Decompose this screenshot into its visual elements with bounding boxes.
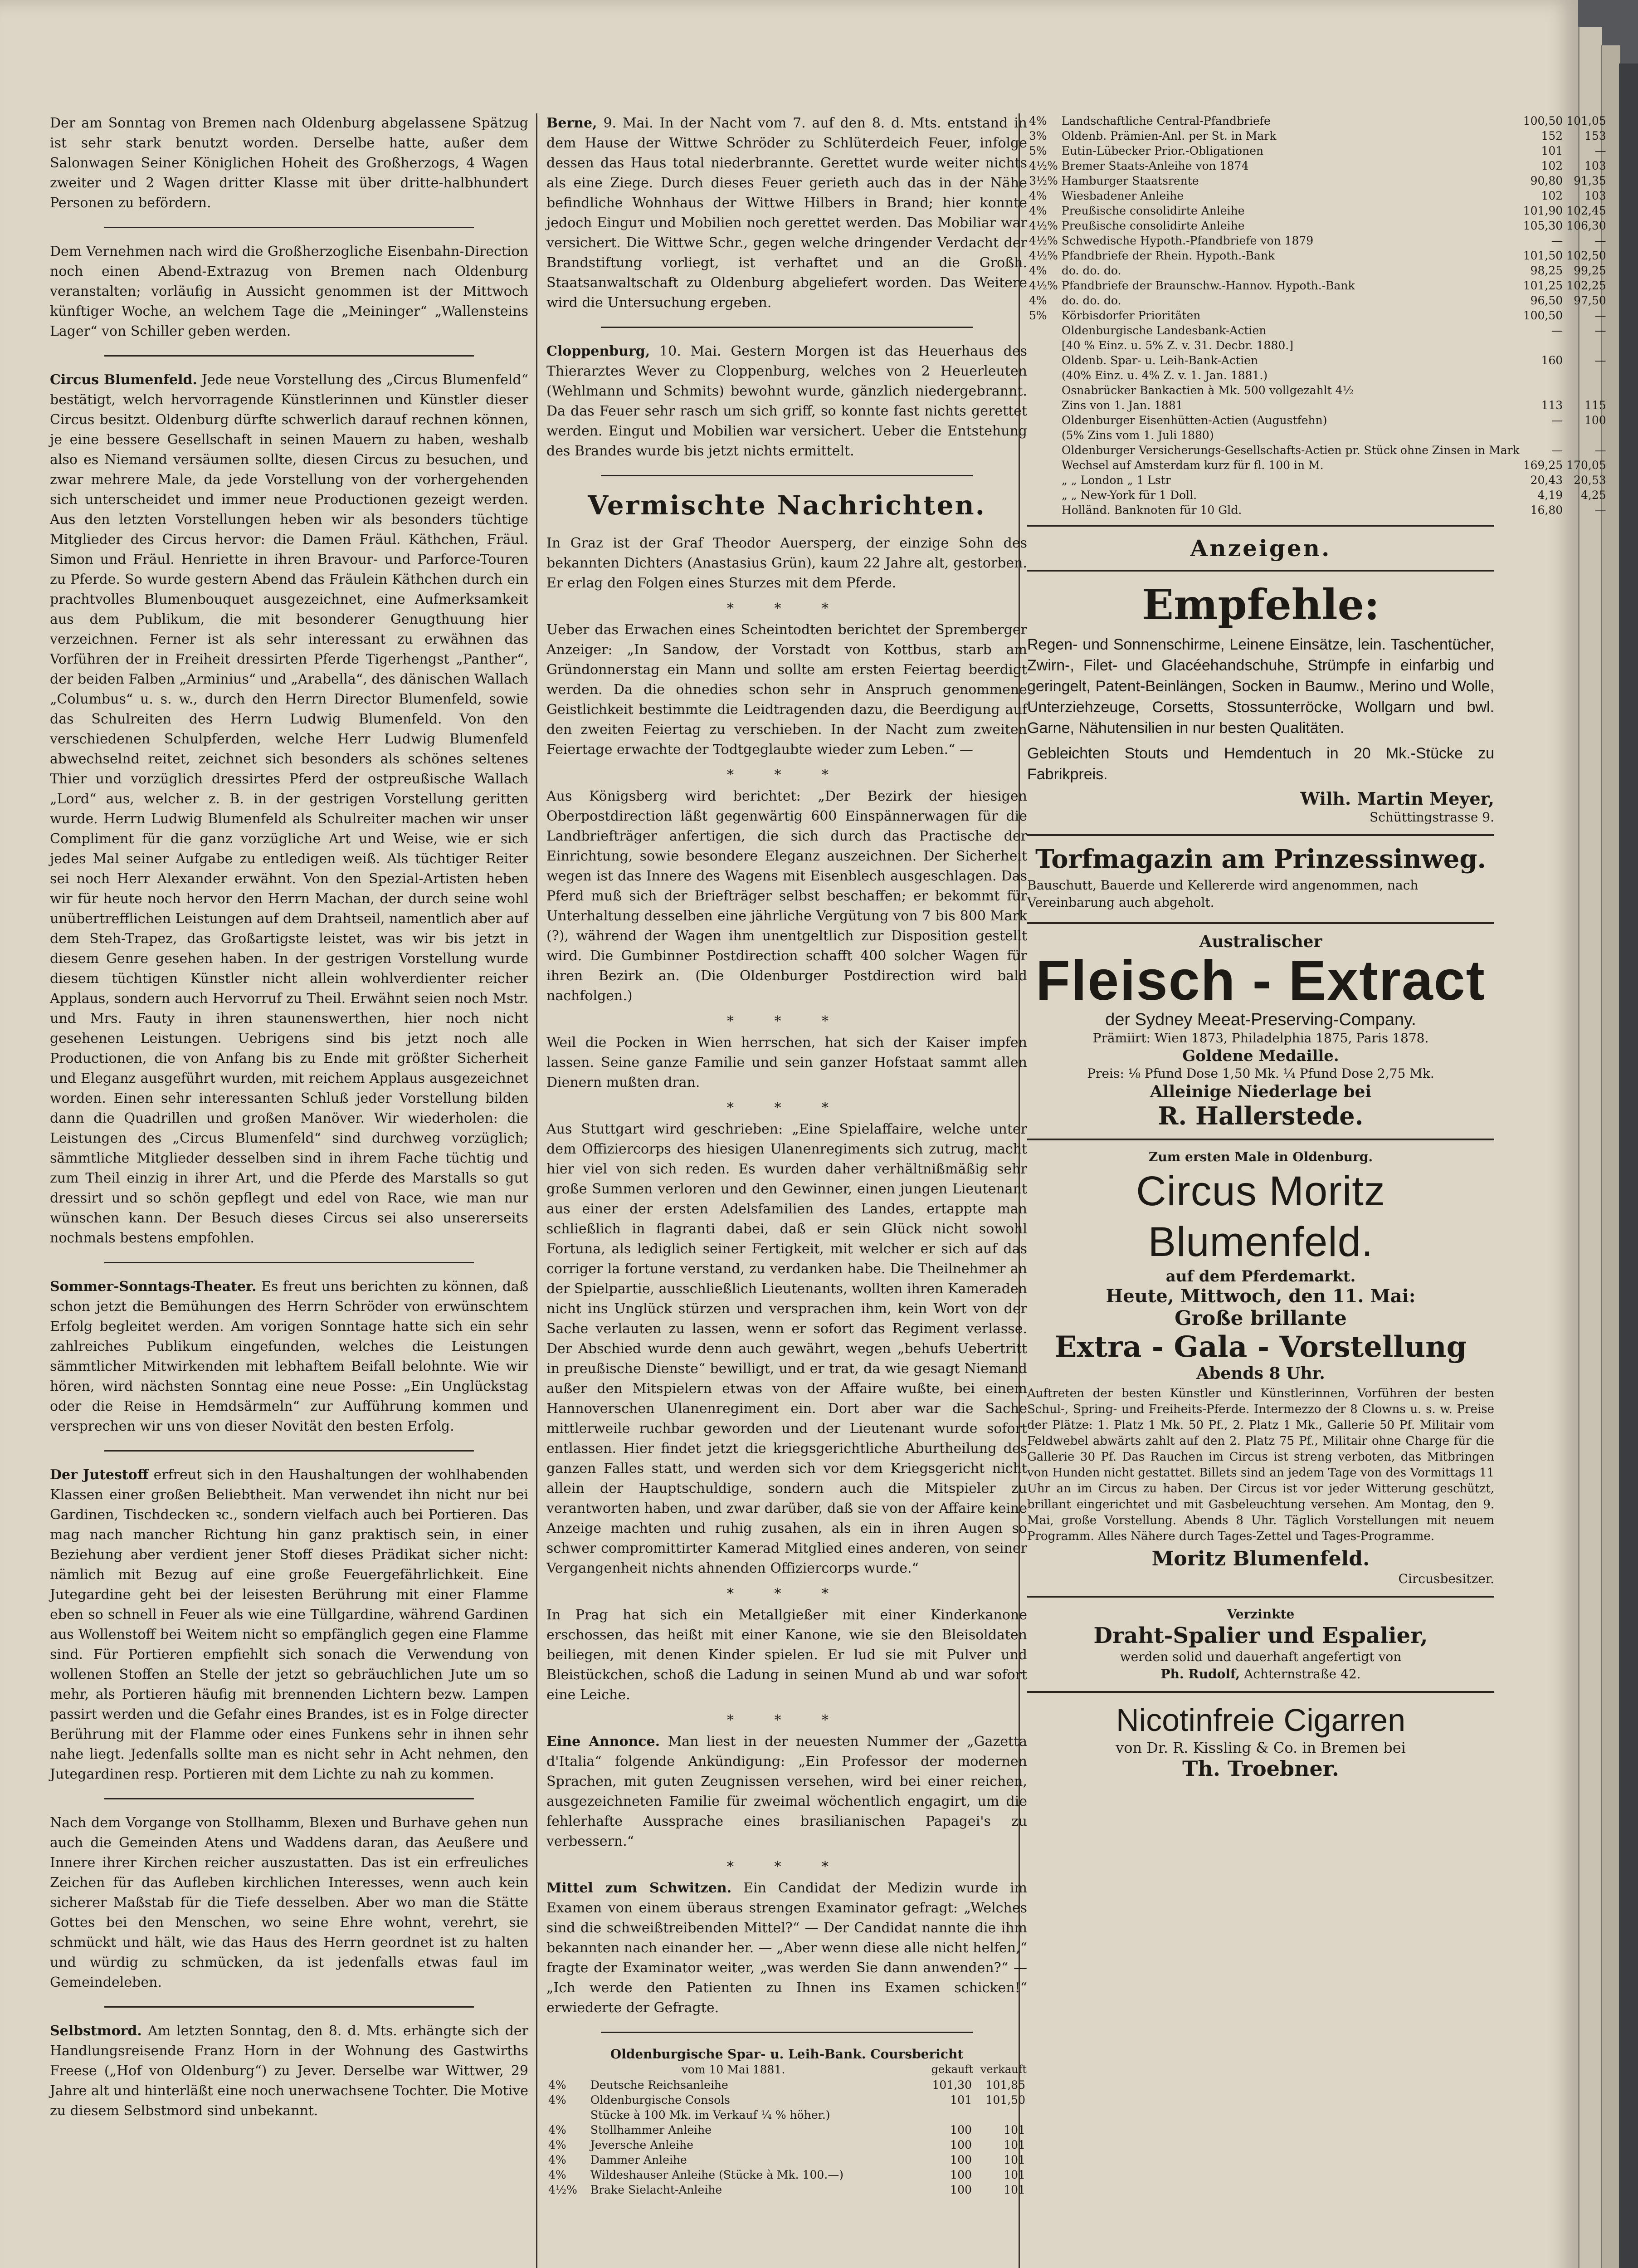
- article-text: Der am Sonntag von Bremen nach Oldenburg abgelassene Spätzug ist sehr stark benutzt worden. Derselbe hatte, außer dem Salonwagen Seiner Königlichen Hoheit des Großherzogs, 4 Wagen zweiter und 2 Wagen dritter Klasse mit über dritte-halbhundert Personen zu befördern.: [50, 115, 528, 211]
- quote-buy: 16,80: [1530, 503, 1563, 517]
- quote-name: do. do. do.: [1061, 294, 1121, 307]
- quote-sell: 101,85: [985, 2078, 1025, 2092]
- article-divider: [104, 1262, 474, 1263]
- quote-buy: [1521, 383, 1565, 398]
- ad-circus-pre: Zum ersten Male in Oldenburg.: [1148, 1149, 1373, 1164]
- quote-buy: [1521, 338, 1565, 353]
- quote-buy: —: [1551, 234, 1563, 247]
- article-text: 9. Mai. In der Nacht vom 7. auf den 8. d. Mts. entstand in dem Hause der Wittwe Schröder zu Schlüterdeich Feuer, infolge dessen das Haus total niederbrannte. Gerettet wurde weiter nichts als eine Ziege. Durch dieses Feuer gerieth auch das in der Nähe befindliche Wohnhaus der Wittwe Hilbers in Brand; hier konnte jedoch Einguт und Mobilien noch gerettet werden. Das Mobiliar war versichert. Die Wittwe Schr., gegen welche dringender Verdacht der Brandstiftung vorliegt, ist verhaftet und an die Großh. Staatsanwaltschaft zu Oldenburg abgeliefert worden. Das Weitere wird die Untersuchung ergeben.: [546, 115, 1027, 311]
- article-divider: [104, 2006, 474, 2008]
- quote-rate: 4½%: [1029, 219, 1058, 232]
- quote-row: [1027, 368, 1608, 383]
- asterism: * * *: [726, 601, 847, 616]
- quote-sell: 102,50: [1566, 249, 1606, 262]
- quote-row: [1027, 113, 1608, 128]
- quote-name: Schwedische Hypoth.-Pfandbriefe von 1879: [1061, 234, 1314, 247]
- quote-sell: [1565, 383, 1608, 398]
- quote-sell: —: [1594, 234, 1606, 247]
- ad-circus: [1027, 1139, 1494, 1596]
- quote-sell: 153: [1584, 129, 1606, 142]
- section-heading: Vermischte Nachrichten.: [588, 490, 986, 521]
- quote-rate: [1027, 398, 1060, 413]
- quote-rate: 4%: [548, 2123, 566, 2136]
- article: [50, 370, 528, 1248]
- ad-fleisch-company: der Sydney Meeat-Preserving-Company.: [1105, 1010, 1416, 1029]
- ad-cigarren: [1027, 1691, 1494, 1789]
- quote-row: [1027, 158, 1608, 173]
- quote-rate: [1027, 368, 1060, 383]
- quote-sell: [974, 2107, 1027, 2122]
- quote-rate: 4%: [1029, 204, 1047, 217]
- quote-row: [1027, 143, 1608, 158]
- article: [546, 1033, 1027, 1093]
- quote-rate: 3%: [1029, 129, 1047, 142]
- quote-name: Oldenburger Eisenhütten-Actien (Augustfehn): [1061, 414, 1327, 427]
- quote-row: [1027, 293, 1608, 308]
- quote-sell: 101,50: [985, 2093, 1025, 2107]
- quote-sell: [1565, 368, 1608, 383]
- article-divider: [104, 1450, 474, 1452]
- quote-name: Oldenburgische Consols: [590, 2093, 730, 2107]
- quote-buy: —: [1551, 444, 1563, 457]
- ad-fleisch-pre: Australischer: [1199, 932, 1322, 951]
- quote-buy: 96,50: [1530, 294, 1563, 307]
- quote-buy: 100: [950, 2168, 972, 2181]
- section-divider: [601, 475, 973, 476]
- column-local-news: [50, 113, 528, 2268]
- quote-rate: 4%: [1029, 294, 1047, 307]
- quote-sell: —: [1594, 444, 1606, 457]
- course-rows: [1027, 113, 1608, 518]
- article-lead: Sommer-Sonntags-Theater.: [50, 1279, 257, 1295]
- quote-rate: [1027, 353, 1060, 368]
- quote-sell: 97,50: [1574, 294, 1606, 307]
- article-lead: Berne,: [546, 115, 597, 131]
- quote-name: (5% Zins vom 1. Juli 1880): [1061, 429, 1214, 442]
- ad-meyer-address: Schüttingstrasse 9.: [1370, 810, 1494, 825]
- article-text: In Graz ist der Graf Theodor Auersperg, der einzige Sohn des bekannten Dichters (Anastasius Grün), kaum 22 Jahre alt, gestorben. Er erlag den Folgen eines Sturzes mit dem Pferde.: [546, 535, 1027, 591]
- regional-articles: [546, 113, 1027, 461]
- article-text: Es freut uns berichten zu können, daß schon jetzt die Bemühungen des Herrn Schröder von erwünschtem Erfolg begleitet werden. Am vorigen Sonntage hatte sich ein sehr zahlreiches Publikum eingefunden, welches die Leistungen sämmtlicher Mitwirkenden mit lebhaftem Beifall belohnte. Wie wir hören, wird nächsten Sonntag eine neue Posse: „Ein Unglückstag oder die Reise in Hemdsärmeln“ zur Aufführung kommen und versprechen wir uns von dieser Novität den besten Erfolg.: [50, 1279, 528, 1434]
- quote-buy: 100,50: [1523, 309, 1563, 322]
- quote-rate: 3½%: [1029, 174, 1058, 187]
- header-bought: gekauft: [931, 2063, 973, 2076]
- quote-row: [546, 2077, 1027, 2092]
- quote-sell: 102,45: [1566, 204, 1606, 217]
- quote-sell: 115: [1584, 399, 1606, 412]
- article-text: Ueber das Erwachen eines Scheintodten berichtet der Spremberger Anzeiger: „In Sandow, der Vorstadt von Kottbus, starb am Gründonnerstag ein Mann und sollte am ersten Feiertag beerdigt werden. Da die ohnedies schon sehr in Anspruch genommene Geistlichkeit bestimmte die Leidtragenden dazu, die Beerdigung auf den zweiten Feiertag zu verschieben. In der Nacht zum zweiten Feiertage erwachte der Todtgeglaubte wieder zum Leben.“ —: [546, 622, 1027, 758]
- asterism: * * *: [726, 1100, 847, 1116]
- quote-row: [1027, 503, 1608, 518]
- ad-draht: [1027, 1596, 1494, 1691]
- quote-rate: [1027, 383, 1060, 398]
- quote-rate: 4%: [1029, 114, 1047, 127]
- quote-buy: 20,43: [1530, 474, 1563, 487]
- quote-sell: [1565, 428, 1608, 443]
- quote-name: Pfandbriefe der Rhein. Hypoth.-Bank: [1061, 249, 1275, 262]
- quote-buy: 102: [1541, 159, 1563, 172]
- quote-name: (40% Einz. u. 4% Z. v. 1. Jan. 1881.): [1061, 369, 1268, 382]
- article-lead: Mittel zum Schwitzen.: [546, 1880, 732, 1896]
- quote-sell: 170,05: [1566, 459, 1606, 472]
- quote-sell: 4,25: [1581, 489, 1606, 502]
- quote-name: Dammer Anleihe: [590, 2153, 687, 2166]
- article: [546, 1119, 1027, 1579]
- quote-buy: [1521, 368, 1565, 383]
- quote-buy: 101: [950, 2093, 972, 2107]
- quote-buy: [920, 2107, 974, 2122]
- quote-buy: [1521, 428, 1565, 443]
- ad-circus-gala: Extra - Gala - Vorstellung: [1054, 1330, 1467, 1364]
- ad-circus-signature: Moritz Blumenfeld.: [1151, 1547, 1370, 1570]
- ads-heading-box: [1027, 525, 1494, 570]
- article-divider: [104, 355, 474, 357]
- quote-row: [1027, 353, 1608, 368]
- course-table: [1027, 113, 1608, 518]
- quote-name: Eutin-Lübecker Prior.-Obligationen: [1061, 144, 1264, 157]
- quote-rate: [1027, 338, 1060, 353]
- ad-draht-name: Ph. Rudolf,: [1160, 1667, 1240, 1681]
- article-divider: [104, 227, 474, 228]
- quote-sell: 103: [1584, 189, 1606, 202]
- quote-name: Oldenburger Versicherungs-Gesellschafts-Actien pr. Stück ohne Zinsen in Mark: [1061, 444, 1520, 457]
- quote-rate: 4%: [548, 2078, 566, 2092]
- quote-name: Hamburger Staatsrente: [1061, 174, 1199, 187]
- quote-row: [1027, 263, 1608, 278]
- quote-buy: 100: [950, 2183, 972, 2196]
- ad-circus-place: auf dem Pferdemarkt.: [1165, 1267, 1356, 1286]
- quote-buy: —: [1551, 414, 1563, 427]
- quote-sell: 106,30: [1566, 219, 1606, 232]
- quote-sell: —: [1594, 324, 1606, 337]
- quote-rate: 4½%: [1029, 279, 1058, 292]
- quote-row: [1027, 428, 1608, 443]
- quote-buy: 101,90: [1523, 204, 1563, 217]
- ad-circus-time: Abends 8 Uhr.: [1196, 1364, 1325, 1383]
- ad-meyer-headline: Empfehle:: [1141, 580, 1380, 629]
- quote-buy: 100: [950, 2153, 972, 2166]
- article: [546, 620, 1027, 760]
- ad-draht-pre: Verzinkte: [1227, 1607, 1295, 1622]
- article: [50, 1277, 528, 1437]
- quote-buy: 100: [950, 2123, 972, 2136]
- ad-torf-headline: Torfmagazin am Prinzessinweg.: [1035, 844, 1487, 874]
- sparbank-title: Oldenburgische Spar- u. Leih-Bank. Coursbericht: [610, 2047, 964, 2062]
- quote-row: [1027, 338, 1608, 353]
- quote-row: [546, 2107, 1027, 2122]
- quote-row: [1027, 398, 1608, 413]
- ad-meyer: [1027, 570, 1494, 834]
- quote-rate: [1027, 458, 1060, 473]
- quote-row: [1027, 278, 1608, 293]
- quote-row: [1027, 488, 1608, 503]
- quote-row: [1027, 473, 1608, 488]
- ad-cigarren-seller: Th. Troebner.: [1182, 1756, 1339, 1781]
- article-text: Weil die Pocken in Wien herrschen, hat sich der Kaiser impfen lassen. Seine ganze Familie und sein ganzer Hofstaat sammt allen Dienern mußten dran.: [546, 1035, 1027, 1090]
- quote-sell: —: [1594, 144, 1606, 157]
- quote-rate: [546, 2107, 589, 2122]
- quote-row: [1027, 188, 1608, 203]
- article-text: Am letzten Sonntag, den 8. d. Mts. erhängte sich der Handlungsreisende Franz Horn in der Wohnung des Gastwirths Freese („Hof von Oldenburg“) zu Jever. Derselbe war Wittwer, 29 Jahre alt und hinterläßt eine noch unerwachsene Tochter. Die Motive zu diesem Selbstmord sind unbekannt.: [50, 2023, 528, 2119]
- quote-buy: 98,25: [1530, 264, 1563, 277]
- quote-sell: 101: [1004, 2168, 1025, 2181]
- article: [546, 342, 1027, 461]
- quote-rate: 4%: [548, 2093, 566, 2107]
- quote-sell: 102,25: [1566, 279, 1606, 292]
- article: [546, 1732, 1027, 1852]
- quote-name: Oldenb. Prämien-Anl. per St. in Mark: [1061, 129, 1277, 142]
- quote-name: Zins von 1. Jan. 1881: [1061, 399, 1183, 412]
- date-cell: vom 10 Mai 1881.: [681, 2063, 785, 2076]
- article-text: erfreut sich in den Haushaltungen der wohlhabenden Klassen einer großen Beliebtheit. Man verwendet ihn nicht nur bei Gardinen, Tischdecken ꝛc., sondern vielfach auch bei Portieren. Das mag nach mancher Richtung hin ganz praktisch sein, in einer Beziehung aber verdient jener Stoff dieses Prädikat sicher nicht: nämlich mit Bezug auf eine große Feuergefährlichkeit. Eine Jutegardine geht bei der leisesten Berührung mit einer Flamme eben so schnell in Feuer als wie eine Tüllgardine, während Gardinen aus Wollenstoff bei Weitem nicht so empfänglich gegen eine Flamme sind. Für Portieren empfiehlt sich sonach die Verwendung von wollenen Stoffen an Stelle der jetzt so gebräuchlichen Jute um so mehr, als Portieren häufig mit brennenden Lichtern bezw. Lampen passirt werden und die Gefahr eines Brandes, ist es in Folge directer Berührung mit der Flamme oder eines Funkens sehr in ihnen sehr nahe liegt. Jedenfalls sollte man es nicht sehr in Acht nehmen, den Jutegardinen resp. Portieren mit dem Lichte zu nah zu kommen.: [50, 1467, 528, 1782]
- article: [50, 1813, 528, 1993]
- quote-name: Holländ. Banknoten für 10 Gld.: [1061, 503, 1242, 517]
- ad-fleisch-medal: Goldene Medaille.: [1182, 1047, 1339, 1065]
- section-divider: [601, 2032, 973, 2033]
- quote-name: Jeversche Anleihe: [590, 2138, 694, 2151]
- quote-rate: 4%: [1029, 189, 1047, 202]
- quote-sell: —: [1594, 309, 1606, 322]
- quote-row: [1027, 173, 1608, 188]
- quote-rate: [1027, 443, 1060, 458]
- quote-sell: 101: [1004, 2138, 1025, 2151]
- header-sold: verkauft: [980, 2063, 1027, 2076]
- quote-sell: 101: [1004, 2123, 1025, 2136]
- quote-row: [546, 2152, 1027, 2167]
- article: [546, 1878, 1027, 2018]
- quote-row: [1027, 128, 1608, 143]
- article-text: In Prag hat sich ein Metallgießer mit einer Kinderkanone erschossen, das heißt mit einer Kanone, wie sie den Bleisoldaten beiliegen, mit denen Kinder spielen. Er lud sie mit Pulver und Bleistückchen, schoß die Ladung in seinen Mund ab und war sofort eine Leiche.: [546, 1607, 1027, 1703]
- quote-name: Preußische consolidirte Anleihe: [1061, 204, 1245, 217]
- ad-circus-sub: Große brillante: [1175, 1307, 1347, 1330]
- article-divider: [601, 327, 973, 328]
- quote-rate: [1027, 323, 1060, 338]
- asterism: * * *: [726, 767, 847, 783]
- quote-rate: 4%: [548, 2138, 566, 2151]
- quote-row: [1027, 458, 1608, 473]
- quote-sell: 100: [1584, 414, 1606, 427]
- quote-row: [1027, 248, 1608, 263]
- article: [50, 113, 528, 213]
- quote-name: Osnabrücker Bankactien à Mk. 500 vollgezahlt 4½: [1061, 384, 1354, 397]
- quote-sell: —: [1594, 354, 1606, 367]
- quote-row: [546, 2137, 1027, 2152]
- article-divider: [104, 1798, 474, 1799]
- article-text: Aus Königsberg wird berichtet: „Der Bezirk der hiesigen Oberpostdirection läßt gegenwärtig 600 Einspännerwagen für die Landbriefträger anfertigen, die sich durch das Practische der Einrichtung, sowie besondere Eleganz auszeichnen. Der Sicherheit wegen ist das Innere des Wagens mit Eisenblech ausgeschlagen. Das Pferd muß sich der Briefträger selbst beschaffen; er bekommt für Unterhaltung desselben eine jährliche Vergütung von 7 bis 800 Mark (?), während der Wagen ihm unentgeltlich zur Disposition gestellt wird. Die Gumbinner Postdirection schafft 400 solcher Wagen für ihren Bezirk an. (Die Oldenburger Postdirection wird bald nachfolgen.): [546, 788, 1027, 1004]
- quote-buy: 101: [1541, 144, 1563, 157]
- ad-fleisch-price: Preis: ⅛ Pfund Dose 1,50 Mk. ¼ Pfund Dose 2,75 Mk.: [1087, 1066, 1434, 1081]
- quote-name: Deutsche Reichsanleihe: [590, 2078, 728, 2092]
- quote-name: „ „ London „ 1 Lstr: [1061, 474, 1171, 487]
- ad-circus-body: Auftreten der besten Künstler und Künstlerinnen, Vorführen der besten Schul-, Spring- und Freiheits-Pferde. Intermezzo der 8 Clowns u. s. w. Preise der Plätze: 1. Platz 1 Mk. 50 Pf., 2. Platz 1 Mk., Gallerie 50 Pf. Militair vom Feldwebel abwärts zahlt auf den 2. Platz 75 Pf., Militair ohne Charge für die Gallerie 30 Pf. Das Rauchen im Circus ist streng verboten, das Mitbringen von Hunden nicht gestattet. Billets sind an jedem Tage von des Vormittags 11 Uhr an im Circus zu haben. Der Circus ist vor jeder Witterung geschützt, brillant eingerichtet und mit Gasbeleuchtung versehen. Am Montag, den 9. Mai, große Vorstellung. Abends 8 Uhr. Täglich Vorstellungen mit neuem Programm. Alles Nähere durch Tages-Zettel und Tages-Programme.: [1027, 1387, 1494, 1543]
- quote-buy: 113: [1541, 399, 1563, 412]
- quote-buy: 152: [1541, 129, 1563, 142]
- quote-buy: 101,25: [1523, 279, 1563, 292]
- quote-name: Körbisdorfer Prioritäten: [1061, 309, 1201, 322]
- quote-rate: [1027, 503, 1060, 518]
- quote-name: Stollhammer Anleihe: [590, 2123, 712, 2136]
- asterism: * * *: [726, 1586, 847, 1602]
- article-lead: Cloppenburg,: [546, 343, 650, 359]
- quote-sell: 20,53: [1574, 474, 1606, 487]
- quote-name: Pfandbriefe der Braunschw.-Hannov. Hypoth.-Bank: [1061, 279, 1355, 292]
- quote-rate: [1027, 413, 1060, 428]
- article-text: Ein Candidat der Medizin wurde im Examen von einem überaus strengen Examinator gefragt: „Welches sind die schweißtreibenden Mittel?“ — Der Candidat nannte die ihm bekannten nach einander her. — „Aber wenn diese alle nicht helfen,“ fragte der Examinator weiter, „was werden Sie dann anwenden?“ — „Ich werde den Patienten zu Ihnen ins Examen schicken!“ erwiederte der Gefragte.: [546, 1880, 1028, 2016]
- ad-circus-headline: Circus Moritz Blumenfeld.: [1136, 1168, 1385, 1265]
- ads-heading: Anzeigen.: [1190, 535, 1331, 562]
- ad-meyer-body: Regen- und Sonnenschirme, Leinene Einsätze, lein. Taschentücher, Zwirn-, Filet- und Glacéehandschuhe, Strümpfe in einfarbig und geringelt, Patent-Beinlängen, Socken in Baumw., Merino und Wolle, Unterziehzeuge, Corsetts, Stossunterröcke, Wollgarn und bwl. Garne, Nähutensilien in nur besten Qualitäten.: [1027, 636, 1494, 737]
- article-lead: Circus Blumenfeld.: [50, 372, 197, 388]
- quote-name: Oldenb. Spar- u. Leih-Bank-Actien: [1061, 354, 1258, 367]
- quote-row: [546, 2182, 1027, 2197]
- ad-draht-body: werden solid und dauerhaft angefertigt von: [1120, 1649, 1402, 1664]
- ad-circus-role: Circusbesitzer.: [1398, 1571, 1494, 1586]
- quote-buy: —: [1551, 324, 1563, 337]
- ad-draht-address: Achternstraße 42.: [1243, 1667, 1361, 1681]
- quote-row: [1027, 218, 1608, 233]
- article-lead: Eine Annonce.: [546, 1734, 660, 1750]
- ad-circus-date: Heute, Mittwoch, den 11. Mai:: [1106, 1286, 1416, 1307]
- ad-fleisch-seller: R. Hallerstede.: [1158, 1101, 1364, 1130]
- column-rule: [536, 113, 537, 2268]
- quote-name: do. do. do.: [1061, 264, 1121, 277]
- quote-sell: 99,25: [1574, 264, 1606, 277]
- article-text: Man liest in der neuesten Nummer der „Gazetta d'Italia“ folgende Ankündigung: „Ein Professor der modernen Sprachen, mit guten Zeugnissen versehen, wird bei einer reichen, ausgezeichneten Familie für zweimal wöchentlich engagirt, um die fehlerhafte Aussprache eines brasilianischen Papagei's zu verbessern.“: [546, 1734, 1027, 1849]
- quote-name: Wildeshauser Anleihe (Stücke à Mk. 100.—): [590, 2168, 843, 2181]
- quote-sell: —: [1594, 503, 1606, 517]
- quote-buy: 101,50: [1523, 249, 1563, 262]
- article-text: Dem Vernehmen nach wird die Großherzogliche Eisenbahn-Direction noch einen Abend-Extrazug von Bremen nach Oldenburg veranstalten; vorläufig in Aussicht genommen ist der Mittwoch künftiger Woche, an welchem Tage die „Meininger“ „Wallensteins Lager“ von Schiller geben werden.: [50, 244, 528, 339]
- quote-row: [1027, 443, 1608, 458]
- quote-row: [546, 2092, 1027, 2107]
- article: [546, 113, 1027, 313]
- quote-row: [1027, 413, 1608, 428]
- article: [546, 787, 1027, 1006]
- quote-buy: 100: [950, 2138, 972, 2151]
- quote-buy: 90,80: [1530, 174, 1563, 187]
- ad-fleisch-sole: Alleinige Niederlage bei: [1150, 1082, 1372, 1101]
- quote-rate: 4%: [548, 2168, 566, 2181]
- quote-rate: [1027, 473, 1060, 488]
- ad-torf: [1027, 834, 1494, 922]
- quote-buy: 169,25: [1523, 459, 1563, 472]
- asterism: * * *: [726, 1859, 847, 1875]
- quote-rate: 4½%: [1029, 234, 1058, 247]
- quote-name: Landschaftliche Central-Pfandbriefe: [1061, 114, 1271, 127]
- quote-row: [1027, 233, 1608, 248]
- quote-sell: 103: [1584, 159, 1606, 172]
- quote-rate: 4½%: [1029, 159, 1058, 172]
- asterism: * * *: [726, 1013, 847, 1029]
- ad-cigarren-headline: Nicotinfreie Cigarren: [1116, 1702, 1406, 1738]
- quote-name: Stücke à 100 Mk. im Verkauf ¼ % höher.): [590, 2108, 830, 2121]
- quote-rate: 5%: [1029, 144, 1047, 157]
- quote-buy: 102: [1541, 189, 1563, 202]
- quote-row: [1027, 308, 1608, 323]
- quote-name: Preußische consolidirte Anleihe: [1061, 219, 1245, 232]
- quote-buy: 160: [1541, 354, 1563, 367]
- quote-rate: [1027, 488, 1060, 503]
- ad-torf-body: Bauschutt, Bauerde und Kellererde wird angenommen, nach Vereinbarung auch abgeholt.: [1027, 878, 1419, 910]
- article-text: 10. Mai. Gestern Morgen ist das Heuerhaus des Thierarztes Wever zu Cloppenburg, welches von 2 Heuerleuten (Wehlmann und Schmits) bewohnt wurde, gänzlich niedergebrannt. Da das Feuer sehr rasch um sich griff, so konnte fast nichts gerettet werden. Eingut und Mobilien war versichert. Ueber die Entstehung des Brandes wurde bis jetzt nichts ermittelt.: [546, 343, 1027, 459]
- ad-draht-headline: Draht-Spalier und Espalier,: [1093, 1623, 1428, 1648]
- quote-name: „ „ New-York für 1 Doll.: [1061, 489, 1197, 502]
- quote-name: Wechsel auf Amsterdam kurz für fl. 100 in M.: [1061, 459, 1324, 472]
- quote-rate: 4%: [548, 2153, 566, 2166]
- quote-rate: 4½%: [548, 2183, 577, 2196]
- page-edge: [1619, 64, 1638, 2268]
- ad-fleisch: [1027, 922, 1494, 1139]
- quote-buy: 4,19: [1537, 489, 1563, 502]
- quote-rate: [1027, 428, 1060, 443]
- quote-name: [40 % Einz. u. 5% Z. v. 31. Decbr. 1880.]: [1061, 339, 1293, 352]
- quote-name: Brake Sielacht-Anleihe: [590, 2183, 722, 2196]
- column-markets-ads: [1027, 113, 1606, 2268]
- article-lead: Selbstmord.: [50, 2023, 142, 2039]
- quote-sell: 101: [1004, 2153, 1025, 2166]
- ad-meyer-body2: Gebleichten Stouts und Hemdentuch in 20 Mk.-Stücke zu Fabrikpreis.: [1027, 745, 1494, 783]
- article: [50, 242, 528, 342]
- quote-rate: 5%: [1029, 309, 1047, 322]
- ad-fleisch-awards: Prämiirt: Wien 1873, Philadelphia 1875, Paris 1878.: [1092, 1031, 1429, 1046]
- quote-sell: 101,05: [1566, 114, 1606, 127]
- quote-name: Bremer Staats-Anleihe von 1874: [1061, 159, 1249, 172]
- quote-sell: 101: [1004, 2183, 1025, 2196]
- quote-row: [546, 2167, 1027, 2182]
- asterism: * * *: [726, 1712, 847, 1728]
- quote-buy: 105,30: [1523, 219, 1563, 232]
- miscellaneous-articles: [546, 533, 1027, 2018]
- quote-row: [1027, 383, 1608, 398]
- ad-cigarren-body: von Dr. R. Kissling & Co. in Bremen bei: [1116, 1739, 1406, 1756]
- quote-name: Oldenburgische Landesbank-Actien: [1061, 324, 1267, 337]
- quote-row: [546, 2122, 1027, 2137]
- article: [546, 1605, 1027, 1705]
- quote-buy: 100,50: [1523, 114, 1563, 127]
- sparbank-table: [546, 2062, 1027, 2197]
- quote-sell: [1565, 338, 1608, 353]
- quote-row: [1027, 323, 1608, 338]
- quote-sell: 91,35: [1574, 174, 1606, 187]
- article: [546, 533, 1027, 593]
- ad-meyer-name: Wilh. Martin Meyer,: [1300, 788, 1494, 809]
- article-text: Aus Stuttgart wird geschrieben: „Eine Spielaffaire, welche unter dem Offiziercorps des hiesigen Ulanenregiments sich zutrug, macht hier viel von sich reden. Es wurden daher verhältnißmäßig sehr große Summen verloren und den Gewinner, einen jungen Lieutenant aus einer der ersten Adelsfamilien des Landes, ertappte man schließlich in flagranti dabei, daß er sein Glück nicht sowohl Fortuna, als lediglich seiner Fertigkeit, mit welcher er sich auf das corriger la fortune verstand, zu verdanken habe. Die Theilnehmer an der Spielpartie, ausschließlich Lieutenants, wollten ihren Kameraden nicht ins Unglück stürzen und versprachen ihm, kein Wort von der Sache verlauten zu lassen, wenn er sofort das Regiment verlasse. Der Abschied wurde denn auch gewährt, wegen „behufs Uebertritt in preußische Dienste“ bewilligt, und er trat, da wie gesagt Niemand außer den Mitspielern etwas von der Affaire wußte, bei einem Hannoverschen Ulanenregiment ein. Dort aber war die Sache mittlerweile ruchbar geworden und der Lieutenant wurde sofort entlassen. Hier findet jetzt die kriegsgerichtliche Aburtheilung des ganzen Falles statt, und werden sich vor dem Kriegsgericht nicht allein der Hauptschuldige, sondern auch die Mitspieler zu verantworten haben, und zwar darüber, daß sie von der Affaire keine Anzeige machten und ruhig zusahen, als ein in ihren Augen so schwer compromittirter Kamerad Mitglied eines anderen, von seiner Vergangenheit nichts ahnenden Offiziercorps wurde.“: [546, 1121, 1027, 1576]
- article-text: Nach dem Vorgange von Stollhamm, Blexen und Burhave gehen nun auch die Gemeinden Atens und Waddens daran, das Aeußere und Innere ihrer Kirchen reicher auszustatten. Das ist ein erfreuliches Zeichen für das Aufleben kirchlichen Interesses, wenn auch kein sicherer Maßstab für die Tiefe desselben. Aber wo man die Stätte Gottes bei den Menschen, wo seine Ehre wohnt, verehrt, sie schmückt und hält, wie das Haus des Herrn geordnet ist zu halten und würdig zu schmücken, da ist jedenfalls etwas faul im Gemeindeleben.: [50, 1815, 528, 1990]
- article-text: Jede neue Vorstellung des „Circus Blumenfeld“ bestätigt, welch hervorragende Künstlerinnen und Künstler dieser Circus besitzt. Oldenburg dürfte schwerlich darauf rechnen können, je eine bessere Gesellschaft in seinen Mauern zu haben, weshalb also es Niemand versäumen sollte, diesen Circus zu besuchen, und zwar mehrere Male, da jede Vorstellung von der vorhergehenden sich unterscheidet und immer neue Productionen gezeigt werden. Aus den letzten Vorstellungen heben wir als besonders tüchtige Mitglieder des Circus hervor: die Damen Fräul. Käthchen, Fräul. Simon und Fräul. Henriette in ihren Bravour- und Parforce-Touren zu Pferde. So wurde gestern Abend das Fräulein Käthchen durch ein prachtvolles Blumenbouquet ausgezeichnet, eine Aufmerksamkeit aus dem Publikum, die mit besonderer Genugthuung hier verzeichnen. Ferner ist als sehr interessant zu erwähnen das Vorführen der in Freiheit dressirten Pferde Tigerhengst „Panther“, der beiden Falben „Arminius“ und „Arabella“, des dänischen Wallach „Columbus“ u. s. w., durch den Herrn Director Blumenfeld, sowie das Schulreiten des Herrn Ludwig Blumenfeld. Von den verschiedenen Schulpferden, welche Herr Ludwig Blumenfeld abwechselnd reitet, zeichnet sich besonders als schönes seltenes Thier und vorzüglich dressirtes Pferd der ostpreußische Wallach „Lord“ aus, welcher z. B. in der gestrigen Vorstellung geritten wurde. Herrn Ludwig Blumenfeld als Schulreiter machen wir unser Compliment für die ganz vorzügliche Art und Weise, wie er sich jedes Mal seiner Aufgabe zu entledigen weiß. Als tüchtiger Reiter sei noch Herr Alexander erwähnt. Von den Spezial-Artisten heben wir für heute noch hervor den Herrn Machan, der durch seine wohl unübertrefflichen Leistungen auf dem Drahtseil, namentlich aber auf dem Steh-Trapez, das Großartigste leistet, was wir bis jetzt in diesem Genre gesehen haben. In der gestrigen Vorstellung wurde diesem tüchtigen Künstler nicht allein wohlverdienter reicher Applaus, sondern auch Hervorruf zu Theil. Erwähnt seien noch Mstr. und Mrs. Fauty in ihren staunenswerthen, hier noch nicht gesehenen Leistungen. Uebrigens sind bis jetzt noch alle Productionen, die von Anfang bis zu Ende mit größter Sicherheit und Eleganz ausgeführt wurden, mit reichem Applaus ausgezeichnet worden. Einen sehr interessanten Schluß jeder Vorstellung bilden dann die Quadrillen und großen Manöver. Wir wiederholen: die Leistungen des „Circus Blumenfeld“ sind durchweg vorzüglich; sämmtliche Mitglieder desselben sind in ihrem Fache tüchtig und zum Theil einzig in ihrer Art, und die Pferde des Marstalls so gut dressirt und so schön gepflegt und edel von Race, wie man nur wünschen kann. Der Besuch dieses Circus sei also unsererseits nochmals bestens empfohlen.: [50, 372, 529, 1246]
- quote-row: [1027, 203, 1608, 218]
- sparbank-rows: [546, 2077, 1027, 2197]
- quote-buy: 101,30: [932, 2078, 972, 2092]
- quote-rate: 4%: [1029, 264, 1047, 277]
- column-regional-news: [546, 113, 1027, 2268]
- article: [50, 1465, 528, 1784]
- ad-fleisch-headline: Fleisch - Extract: [1036, 949, 1486, 1012]
- quote-name: Wiesbadener Anleihe: [1061, 189, 1184, 202]
- quote-rate: 4½%: [1029, 249, 1058, 262]
- article: [50, 2021, 528, 2121]
- article-lead: Der Jutestoff: [50, 1467, 149, 1483]
